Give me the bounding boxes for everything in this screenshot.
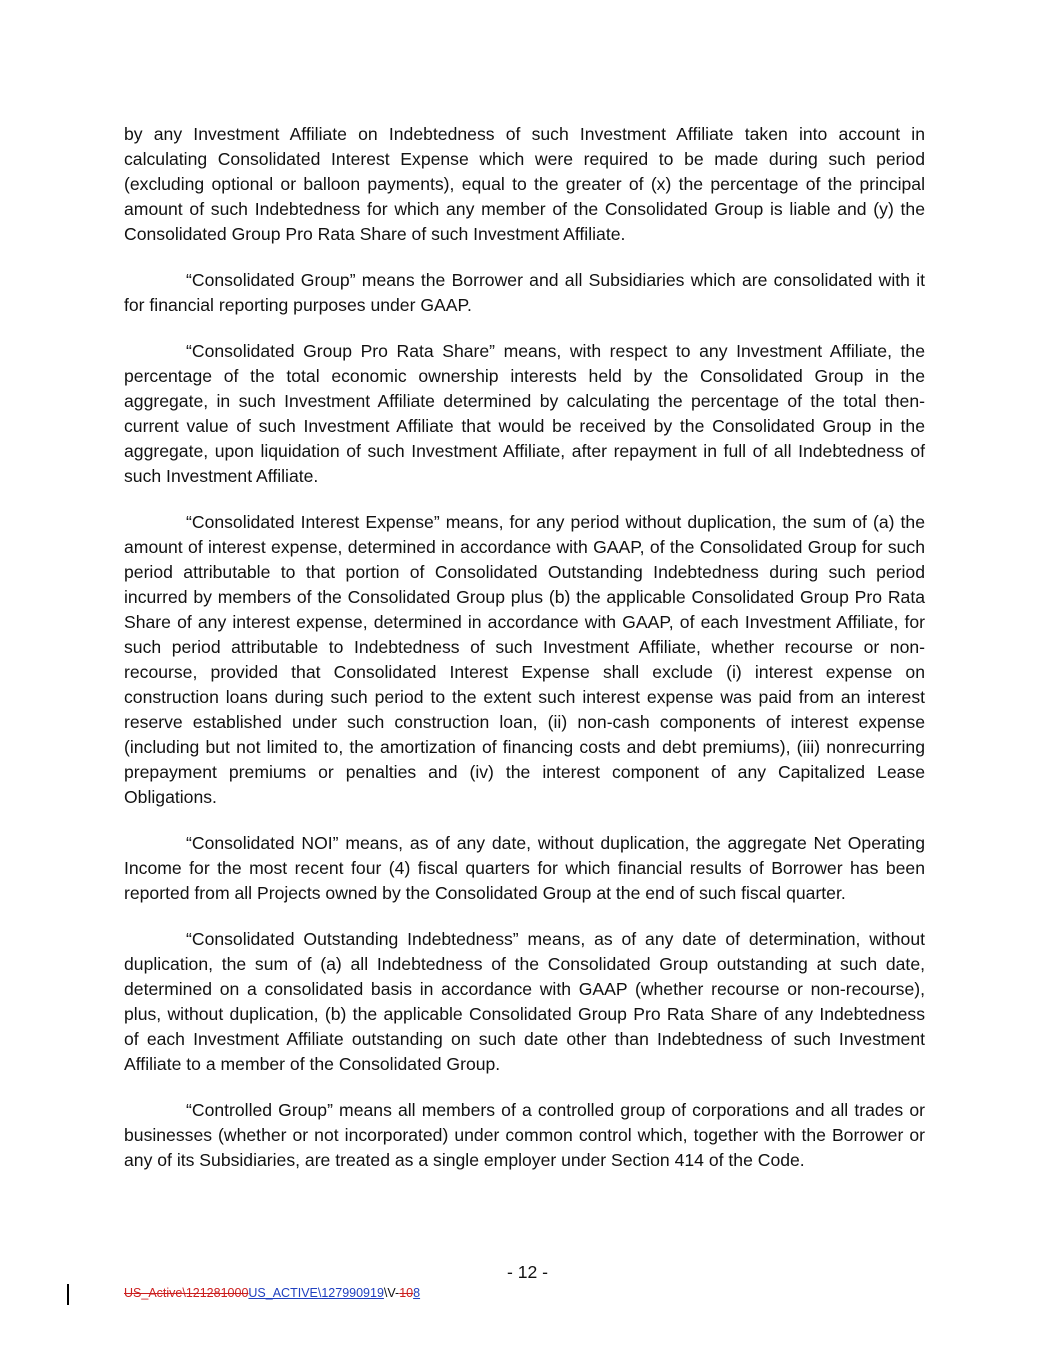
paragraph-continuation: by any Investment Affiliate on Indebtedness of such Investment Affiliate taken into account in calculating Consolidated Interest Expense which were required to be made during such period (excluding optional or balloon payments), equal to the greater of (x) the percentage of the principal amount of such Indebtedness for which any member of the Consolidated Group is liable and (y) the Consolidated Group Pro Rata Share of such Investment Affiliate.	[124, 124, 925, 244]
definition-consolidated-interest-expense: “Consolidated Interest Expense” means, for any period without duplication, the sum of (a) the amount of interest expense, determined in accordance with GAAP, of the Consolidated Group for such period attributable to that portion of Consolidated Outstanding Indebtedness during such period incurred by members of the Consolidated Group plus (b) the applicable Consolidated Group Pro Rata Share of any interest expense, determined in accordance with GAAP, of each Investment Affiliate, for such period attributable to Indebtedness of such Investment Affiliate, whether recourse or non-recourse, provided that Consolidated Interest Expense shall exclude (i) interest expense on construction loans during such period to the extent such interest expense was paid from an interest reserve established under such construction loan, (ii) non-cash components of interest expense (including but not limited to, the amortization of financing costs and debt premiums), (iii) nonrecurring prepayment premiums or penalties and (iv) the interest component of any Capitalized Lease Obligations.	[124, 512, 925, 807]
document-id-deleted: US_Active\121281000	[124, 1286, 249, 1300]
change-bar	[67, 1284, 69, 1305]
document-id-inserted: US_ACTIVE\127990919	[248, 1286, 384, 1300]
definition-consolidated-outstanding-indebtedness: “Consolidated Outstanding Indebtedness” means, as of any date of determination, without duplication, the sum of (a) all Indebtedness of the Consolidated Group outstanding at such date, determined on a consolidated basis in accordance with GAAP (whether recourse or non-recourse), plus, without duplication, (b) the applicable Consolidated Group Pro Rata Share of any Indebtedness of each Investment Affiliate outstanding on such date other than Indebtedness of such Investment Affiliate to a member of the Consolidated Group.	[124, 929, 925, 1074]
version-inserted: 8	[413, 1286, 421, 1300]
page-number: - 12 -	[506, 1262, 549, 1282]
definition-consolidated-group: “Consolidated Group” means the Borrower and all Subsidiaries which are consolidated with it for financial reporting purposes under GAAP.	[124, 270, 925, 315]
version-prefix: \V-	[383, 1286, 400, 1300]
definition-consolidated-noi: “Consolidated NOI” means, as of any date, without duplication, the aggregate Net Operating Income for the most recent four (4) fiscal quarters for which financial results of Borrower has been reported from all Projects owned by the Consolidated Group at the end of such fiscal quarter.	[124, 833, 925, 903]
definition-controlled-group: “Controlled Group” means all members of a controlled group of corporations and all trades or businesses (whether or not incorporated) under common control which, together with the Borrower or any of its Subsidiaries, are treated as a single employer under Section 414 of the Code.	[124, 1100, 925, 1170]
version-deleted: 10	[399, 1286, 414, 1300]
document-id	[124, 1286, 420, 1300]
definition-consolidated-group-pro-rata-share: “Consolidated Group Pro Rata Share” means, with respect to any Investment Affiliate, the percentage of the total economic ownership interests held by the Consolidated Group in the aggregate, in such Investment Affiliate determined by calculating the percentage of the total then-current value of such Investment Affiliate that would be received by the Consolidated Group in the aggregate, upon liquidation of such Investment Affiliate, after repayment in full of all Indebtedness of such Investment Affiliate.	[124, 341, 925, 486]
document-body	[124, 122, 925, 1194]
